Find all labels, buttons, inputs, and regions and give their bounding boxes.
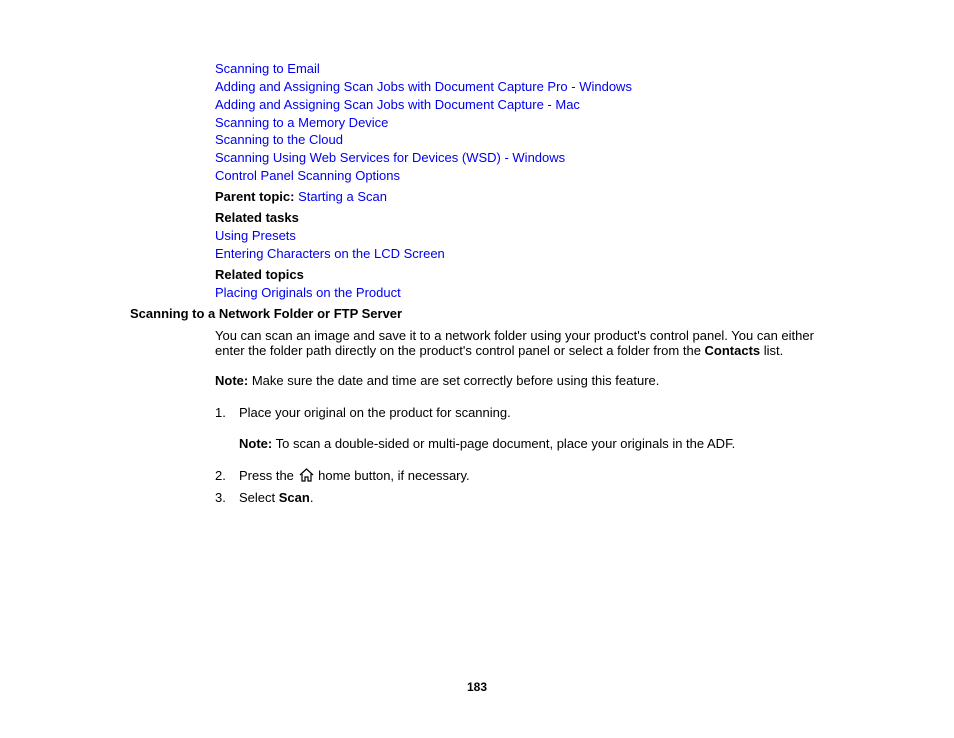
intro-line-1: You can scan an image and save it to a network folder using your product's control panel. You can either [215,328,814,343]
step-1-note [239,435,735,453]
link-document-capture-mac[interactable]: Adding and Assigning Scan Jobs with Document Capture - Mac [215,97,580,112]
parent-topic-label: Parent topic: [215,189,295,204]
intro-text: enter the folder path directly on the product's control panel or select a folder from the [215,343,705,358]
step-3-number: 3. [215,490,226,505]
step-2-text [239,467,470,487]
link-scanning-to-cloud[interactable]: Scanning to the Cloud [215,132,343,147]
link-scanning-to-memory-device[interactable]: Scanning to a Memory Device [215,115,389,130]
section-title: Scanning to a Network Folder or FTP Server [130,306,403,321]
step-3-text-pre: Select [239,490,279,505]
note-label: Note: [215,373,249,388]
step-1-note-text: To scan a double-sided or multi-page document, place your originals in the ADF. [272,436,736,451]
page-number: 183 [466,680,488,694]
scan-term: Scan [278,490,310,505]
contacts-term: Contacts [704,343,761,358]
step-2-number: 2. [215,468,226,483]
step-1-note-label: Note: [239,436,273,451]
intro-text-end: list. [760,343,784,358]
link-document-capture-pro-windows[interactable]: Adding and Assigning Scan Jobs with Document Capture Pro - Windows [215,79,632,94]
link-scanning-to-email[interactable]: Scanning to Email [215,61,320,76]
link-using-presets[interactable]: Using Presets [215,228,296,243]
link-placing-originals[interactable]: Placing Originals on the Product [215,285,401,300]
note-date-time [215,372,659,390]
link-scanning-wsd-windows[interactable]: Scanning Using Web Services for Devices (WSD) - Windows [215,150,566,165]
related-topics-heading: Related topics [215,267,304,282]
link-entering-characters-lcd[interactable]: Entering Characters on the LCD Screen [215,246,445,261]
link-starting-a-scan[interactable]: Starting a Scan [298,189,387,204]
step-2-text-post: home button, if necessary. [314,468,470,483]
step-1-text: Place your original on the product for scanning. [239,405,511,420]
intro-line-2 [215,342,783,360]
step-1-number: 1. [215,405,226,420]
step-2-text-pre: Press the [239,468,298,483]
home-icon [299,468,314,487]
related-tasks-heading: Related tasks [215,210,299,225]
step-3-text [239,489,313,507]
parent-topic [215,188,387,206]
link-control-panel-scanning-options[interactable]: Control Panel Scanning Options [215,168,401,183]
step-3-text-post: . [309,490,314,505]
note-text: Make sure the date and time are set correctly before using this feature. [248,373,660,388]
